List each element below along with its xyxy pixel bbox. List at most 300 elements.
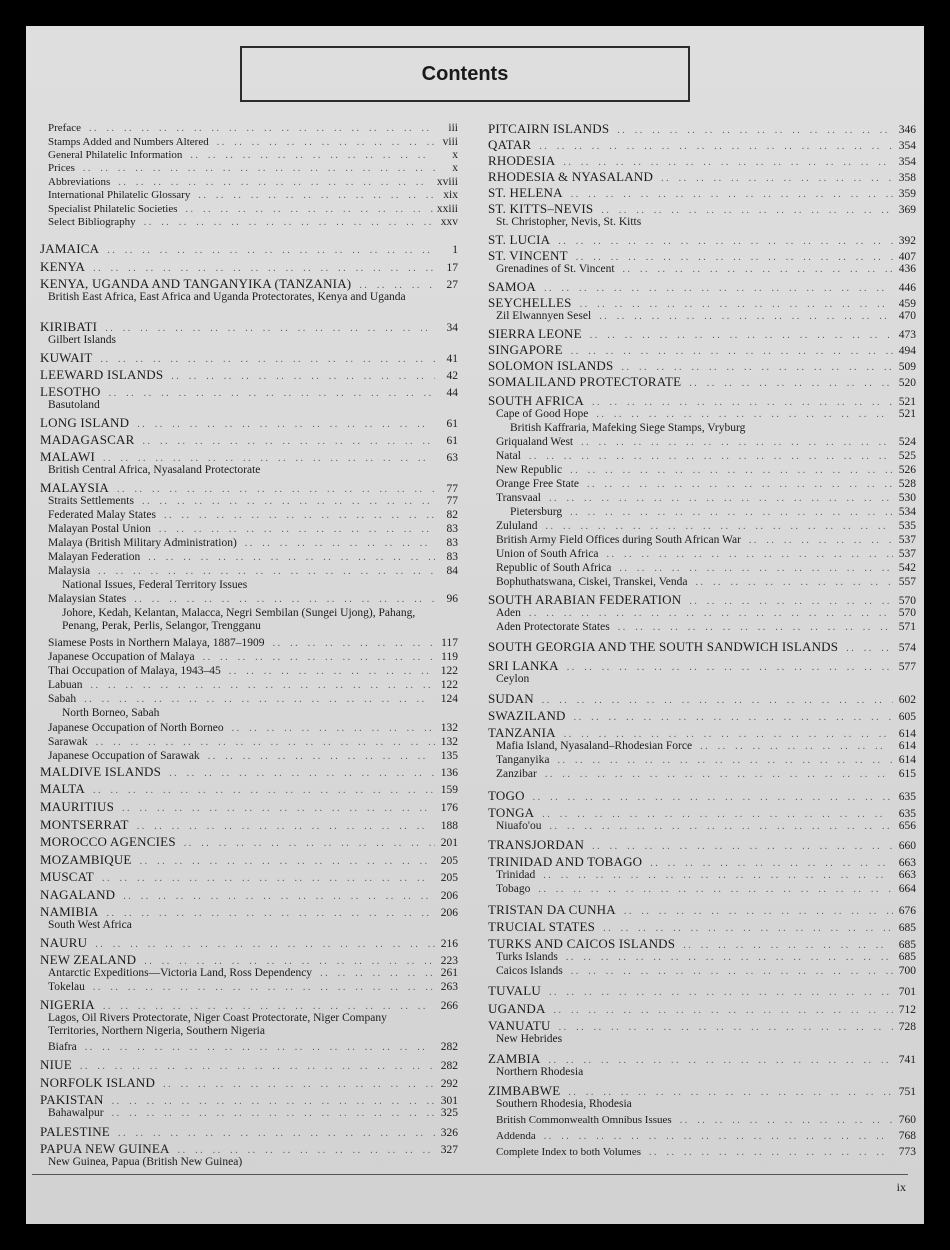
entry-label: Japanese Occupation of North Borneo <box>48 722 224 734</box>
leader-dots <box>533 883 893 896</box>
entry-page: 44 <box>446 387 458 399</box>
left-entry <box>48 509 458 522</box>
right-entry <box>496 520 916 533</box>
leader-dots <box>107 1107 435 1120</box>
left-entry <box>40 782 458 797</box>
left-entry <box>48 736 458 749</box>
entry-label: Pietersburg <box>510 506 563 518</box>
leader-dots <box>193 189 435 202</box>
left-entry <box>40 260 458 275</box>
entry-label: British Army Field Offices during South African War <box>496 534 741 546</box>
entry-page: 526 <box>898 464 916 476</box>
right-entry <box>488 984 916 999</box>
right-entry <box>496 492 916 505</box>
entry-page: 122 <box>440 665 458 677</box>
entry-page: 712 <box>898 1004 916 1016</box>
leader-dots <box>566 345 893 358</box>
entry-label: Grenadines of St. Vincent <box>496 263 615 275</box>
right-entry <box>488 138 916 153</box>
entry-page: 132 <box>440 722 458 734</box>
right-entry <box>510 422 916 435</box>
leader-dots <box>537 694 893 707</box>
right-entry <box>488 233 916 248</box>
left-entry <box>40 905 458 920</box>
entry-label: National Issues, Federal Territory Issues <box>62 579 248 591</box>
entry-label: British Central Africa, Nyasaland Protectorate <box>48 464 261 476</box>
entry-page: 602 <box>898 694 916 706</box>
right-entry <box>496 1033 916 1046</box>
entry-page: 660 <box>898 840 916 852</box>
entry-label: Specialist Philatelic Societies <box>48 203 178 215</box>
left-entry <box>48 1107 458 1120</box>
entry-page: 216 <box>440 938 458 950</box>
leader-dots <box>113 1127 435 1140</box>
leader-dots <box>91 736 435 749</box>
entry-label: SOUTH ARABIAN FEDERATION <box>488 592 682 607</box>
leader-dots <box>135 855 435 868</box>
left-entry <box>48 334 458 347</box>
entry-page: x <box>452 162 458 174</box>
left-entry <box>48 679 458 692</box>
left-entry <box>48 593 458 606</box>
entry-label: Natal <box>496 450 521 462</box>
right-entry <box>510 506 916 519</box>
entry-label: LONG ISLAND <box>40 415 130 430</box>
entry-label: Aden Protectorate States <box>496 621 610 633</box>
leader-dots <box>113 176 434 189</box>
leader-dots <box>558 156 893 169</box>
left-entry-note: Johore, Kedah, Kelantan, Malacca, Negri Sembilan (Sungei Ujong), Pahang, Penang, Perak, Perlis, Selangor, Trengganu <box>62 607 416 632</box>
entry-page: 223 <box>440 955 458 967</box>
right-entry <box>496 607 916 620</box>
leader-dots <box>565 464 893 477</box>
left-entry <box>40 835 458 850</box>
right-entry <box>496 1146 916 1159</box>
left-entry <box>48 551 458 564</box>
entry-page: 83 <box>446 523 458 535</box>
leader-dots <box>97 872 435 885</box>
entry-page: 700 <box>898 965 916 977</box>
entry-label: Japanese Occupation of Sarawak <box>48 750 200 762</box>
leader-dots <box>181 203 434 216</box>
left-entry <box>40 953 458 968</box>
right-entry <box>496 768 916 781</box>
entry-label: Federated Malay States <box>48 509 156 521</box>
entry-page: 41 <box>446 353 458 365</box>
left-entry <box>48 464 458 477</box>
leader-dots <box>117 802 435 815</box>
leader-dots <box>695 740 893 753</box>
entry-page: 354 <box>898 140 916 152</box>
entry-page: 676 <box>898 905 916 917</box>
entry-label: Biafra <box>48 1041 77 1053</box>
entry-label: New Hebrides <box>496 1033 563 1045</box>
entry-page: 34 <box>446 322 458 334</box>
entry-label: PAPUA NEW GUINEA <box>40 1141 170 1156</box>
left-entry <box>48 176 458 189</box>
leader-dots <box>684 377 893 390</box>
entry-page: 358 <box>898 172 916 184</box>
entry-label: Basutoland <box>48 399 100 411</box>
left-entry <box>48 149 458 162</box>
left-entry <box>40 433 458 448</box>
entry-page: 751 <box>898 1086 916 1098</box>
page-title: Contents <box>421 62 509 85</box>
entry-label: Straits Settlements <box>48 495 134 507</box>
entry-page: 535 <box>898 520 916 532</box>
right-entry <box>496 951 916 964</box>
entry-label: Malaysia <box>48 565 91 577</box>
leader-dots <box>552 754 893 767</box>
entry-label: NAGALAND <box>40 887 116 902</box>
entry-page: 524 <box>898 436 916 448</box>
entry-page: 685 <box>898 922 916 934</box>
right-entry <box>488 394 916 409</box>
entry-page: 83 <box>446 551 458 563</box>
entry-label: Caicos Islands <box>496 965 563 977</box>
entry-label: TANZANIA <box>488 725 556 740</box>
leader-dots <box>587 840 893 853</box>
leader-dots <box>644 1146 893 1159</box>
entry-page: 436 <box>898 263 916 275</box>
right-entry <box>488 659 916 674</box>
leader-dots <box>538 869 893 882</box>
right-entry <box>496 263 916 276</box>
entry-page: 135 <box>440 750 458 762</box>
entry-label: New Republic <box>496 464 563 476</box>
left-entry <box>40 385 458 400</box>
entry-page: 117 <box>441 637 458 649</box>
entry-label: SUDAN <box>488 691 534 706</box>
entry-page: 525 <box>898 450 916 462</box>
left-entry <box>40 853 458 868</box>
entry-page: 282 <box>440 1041 458 1053</box>
leader-dots <box>129 593 435 606</box>
leader-dots <box>85 679 435 692</box>
left-entry <box>40 1142 458 1157</box>
right-entry <box>496 576 916 589</box>
left-entry <box>40 765 458 780</box>
entry-page: 741 <box>898 1054 916 1066</box>
entry-label: Complete Index to both Volumes <box>496 1146 642 1158</box>
left-entry <box>40 800 458 815</box>
leader-dots <box>84 122 435 135</box>
left-entry <box>48 537 458 550</box>
entry-page: 570 <box>898 595 916 607</box>
entry-label: Malayan Federation <box>48 551 141 563</box>
entry-label: JAMAICA <box>40 241 100 256</box>
entry-label: NAMIBIA <box>40 904 99 919</box>
leader-dots <box>164 767 435 780</box>
leader-dots <box>78 162 435 175</box>
leader-dots <box>528 791 893 804</box>
entry-label: St. Christopher, Nevis, St. Kitts <box>496 216 642 228</box>
entry-page: 530 <box>898 492 916 504</box>
entry-label: Malayan Postal Union <box>48 523 151 535</box>
entry-label: TOGO <box>488 788 525 803</box>
entry-label: KENYA, UGANDA AND TANGANYIKA (TANZANIA) <box>40 276 352 291</box>
left-entry <box>48 122 458 135</box>
right-entry <box>488 640 916 655</box>
left-entry <box>48 203 458 216</box>
left-entry <box>48 399 458 412</box>
entry-page: 282 <box>440 1060 458 1072</box>
right-entry <box>488 593 916 608</box>
left-entry-note: Lagos, Oil Rivers Protectorate, Niger Coast Protectorate, Niger Company Territories, Northern Nigeria, Southern Nigeria <box>48 1012 387 1037</box>
entry-page: 266 <box>440 1000 458 1012</box>
footer-rule <box>32 1174 908 1175</box>
leader-dots <box>185 149 435 162</box>
right-entry <box>488 249 916 264</box>
leader-dots <box>268 637 435 650</box>
entry-page: 635 <box>898 791 916 803</box>
entry-label: TRINIDAD AND TOBAGO <box>488 854 643 869</box>
entry-label: Tokelau <box>48 981 85 993</box>
entry-label: NORFOLK ISLAND <box>40 1075 156 1090</box>
entry-label: Ceylon <box>496 673 530 685</box>
entry-page: 557 <box>898 576 916 588</box>
leader-dots <box>524 450 893 463</box>
entry-page: 206 <box>440 907 458 919</box>
entry-page: 446 <box>898 282 916 294</box>
entry-page: 614 <box>898 754 916 766</box>
right-entry <box>488 1052 916 1067</box>
entry-label: PAKISTAN <box>40 1092 104 1107</box>
left-entry <box>48 216 458 229</box>
leader-dots <box>612 124 893 137</box>
entry-page: 701 <box>898 986 916 998</box>
entry-label: New Guinea, Papua (British New Guinea) <box>48 1156 243 1168</box>
leader-dots <box>154 523 435 536</box>
leader-dots <box>224 665 435 678</box>
left-entry <box>40 998 458 1013</box>
leader-dots <box>118 890 435 903</box>
leader-dots <box>565 506 893 519</box>
entry-page: 326 <box>440 1127 458 1139</box>
leader-dots <box>315 967 435 980</box>
entry-page: 122 <box>440 679 458 691</box>
entry-page: 664 <box>898 883 916 895</box>
left-entry <box>48 981 458 994</box>
entry-label: Zil Elwannyen Sesel <box>496 310 592 322</box>
leader-dots <box>132 820 435 833</box>
leader-dots <box>553 235 893 248</box>
entry-label: TONGA <box>488 805 535 820</box>
entry-label: UGANDA <box>488 1001 546 1016</box>
entry-label: Gilbert Islands <box>48 334 117 346</box>
right-entry <box>488 920 916 935</box>
leader-dots <box>240 537 435 550</box>
entry-label: Stamps Added and Numbers Altered <box>48 136 209 148</box>
right-entry <box>496 310 916 323</box>
right-entry <box>488 937 916 952</box>
entry-label: MOROCCO AGENCIES <box>40 834 176 849</box>
entry-label: ST. KITTS–NEVIS <box>488 201 594 216</box>
right-entry <box>496 478 916 491</box>
entry-label: Addenda <box>496 1130 536 1142</box>
entry-page: 1 <box>452 244 458 256</box>
right-entry <box>496 534 916 547</box>
left-entry <box>48 1041 458 1054</box>
entry-page: 159 <box>440 784 458 796</box>
entry-label: MONTSERRAT <box>40 817 129 832</box>
leader-dots <box>549 1004 893 1017</box>
left-entry <box>40 1125 458 1140</box>
left-entry <box>48 665 458 678</box>
right-entry <box>488 692 916 707</box>
left-entry <box>40 416 458 431</box>
entry-label: SIERRA LEONE <box>488 326 582 341</box>
entry-page: 261 <box>440 967 458 979</box>
leader-dots <box>576 436 893 449</box>
entry-page: 292 <box>440 1078 458 1090</box>
entry-label: Aden <box>496 607 521 619</box>
leader-dots <box>841 642 893 655</box>
leader-dots <box>159 509 435 522</box>
right-entry <box>496 1114 916 1127</box>
entry-page: 263 <box>440 981 458 993</box>
right-entry <box>488 186 916 201</box>
left-entry <box>40 481 458 496</box>
entry-label: QATAR <box>488 137 532 152</box>
leader-dots <box>675 1114 893 1127</box>
left-entry-note: British East Africa, East Africa and Uganda Protectorates, Kenya and Uganda <box>48 291 406 303</box>
entry-page: 327 <box>440 1144 458 1156</box>
left-entry <box>48 523 458 536</box>
entry-label: ST. LUCIA <box>488 232 551 247</box>
left-entry <box>62 579 458 592</box>
leader-dots <box>616 361 893 374</box>
right-entry <box>496 754 916 767</box>
leader-dots <box>524 607 893 620</box>
leader-dots <box>598 922 893 935</box>
entry-page: 82 <box>446 509 458 521</box>
entry-page: iii <box>448 122 458 134</box>
entry-page: 509 <box>898 361 916 373</box>
entry-page: 534 <box>898 506 916 518</box>
right-entry <box>488 343 916 358</box>
leader-dots <box>540 768 893 781</box>
entry-label: MALDIVE ISLANDS <box>40 764 162 779</box>
entry-page: 369 <box>898 204 916 216</box>
right-entry <box>488 855 916 870</box>
entry-label: NIGERIA <box>40 997 95 1012</box>
entry-page: xix <box>443 189 458 201</box>
contents-page <box>26 26 924 1224</box>
entry-label: SRI LANKA <box>488 658 559 673</box>
entry-label: VANUATU <box>488 1018 551 1033</box>
leader-dots <box>179 837 435 850</box>
leader-dots <box>102 244 435 257</box>
entry-label: Thai Occupation of Malaya, 1943–45 <box>48 665 221 677</box>
entry-page: 188 <box>440 820 458 832</box>
entry-label: Preface <box>48 122 81 134</box>
leader-dots <box>566 188 893 201</box>
left-entry <box>40 1058 458 1073</box>
entry-label: SINGAPORE <box>488 342 563 357</box>
leader-dots <box>93 565 435 578</box>
leader-dots <box>569 711 893 724</box>
leader-dots <box>137 435 435 448</box>
entry-label: South West Africa <box>48 919 132 931</box>
entry-page: 61 <box>446 435 458 447</box>
entry-label: Malaysian States <box>48 593 127 605</box>
entry-label: LEEWARD ISLANDS <box>40 367 164 382</box>
leader-dots <box>227 722 435 735</box>
entry-page: viii <box>442 136 458 148</box>
entry-page: 570 <box>898 607 916 619</box>
leader-dots <box>539 1130 893 1143</box>
left-entry <box>62 707 458 720</box>
right-entry <box>488 327 916 342</box>
right-entry <box>488 280 916 295</box>
entry-page: 520 <box>898 377 916 389</box>
left-entry <box>40 1076 458 1091</box>
leader-dots <box>744 534 893 547</box>
leader-dots <box>139 216 435 229</box>
entry-label: LESOTHO <box>40 384 101 399</box>
left-entry <box>40 818 458 833</box>
leader-dots <box>132 418 435 431</box>
left-entry <box>40 936 458 951</box>
right-entry <box>496 869 916 882</box>
leader-dots <box>539 282 893 295</box>
entry-page: 470 <box>898 310 916 322</box>
entry-page: 614 <box>898 740 916 752</box>
leader-dots <box>158 1078 435 1091</box>
entry-page: 577 <box>898 661 916 673</box>
entry-label: Abbreviations <box>48 176 111 188</box>
entry-label: RHODESIA & NYASALAND <box>488 169 654 184</box>
right-entry <box>496 1098 916 1111</box>
entry-label: ZIMBABWE <box>488 1083 561 1098</box>
entry-label: Select Bibliography <box>48 216 136 228</box>
entry-label: SEYCHELLES <box>488 295 572 310</box>
right-entry <box>488 296 916 311</box>
leader-dots <box>88 981 435 994</box>
left-entry <box>40 351 458 366</box>
entry-label: NAURU <box>40 935 88 950</box>
left-entry <box>48 162 458 175</box>
leader-dots <box>88 262 435 275</box>
left-entry <box>48 637 458 650</box>
entry-page: 537 <box>898 548 916 560</box>
entry-label: NIUE <box>40 1057 72 1072</box>
entry-page: xviii <box>436 176 458 188</box>
leader-dots <box>88 784 435 797</box>
entry-page: 571 <box>898 621 916 633</box>
entry-page: 685 <box>898 939 916 951</box>
entry-page: 301 <box>440 1095 458 1107</box>
entry-label: North Borneo, Sabah <box>62 707 160 719</box>
entry-page: 119 <box>441 651 458 663</box>
right-entry <box>496 464 916 477</box>
entry-label: Bophuthatswana, Ciskei, Transkei, Venda <box>496 576 688 588</box>
entry-label: MALAYSIA <box>40 480 110 495</box>
entry-label: TRISTAN DA CUNHA <box>488 902 616 917</box>
leader-dots <box>618 263 893 276</box>
right-entry <box>496 562 916 575</box>
title-box <box>240 46 690 102</box>
leader-dots <box>690 576 893 589</box>
entry-page: 528 <box>898 478 916 490</box>
left-entry <box>40 242 458 257</box>
page-number: ix <box>896 1180 906 1194</box>
entry-label: Zululand <box>496 520 538 532</box>
entry-page: 17 <box>446 262 458 274</box>
leader-dots <box>544 986 893 999</box>
entry-label: SOMALILAND PROTECTORATE <box>488 374 682 389</box>
